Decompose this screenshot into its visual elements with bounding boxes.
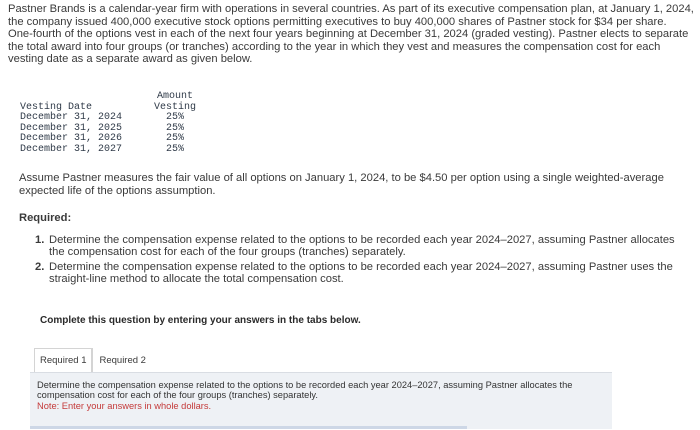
requirement-text: Determine the compensation expense related to the options to be recorded each year 2024–2027, assuming Pastner uses the straight-line method to allocate the total compensation cost. <box>49 260 673 285</box>
panel-question-text: Determine the compensation expense related to the options to be recorded each year 2024–2027, assuming Pastner allocates the compensation cost for each of the four groups (tranches) separately. <box>37 380 573 401</box>
list-item <box>35 261 685 286</box>
requirements-list <box>35 234 685 287</box>
vesting-date-cell: December 31, 2025 <box>20 122 123 134</box>
tab-required-1[interactable]: Required 1 <box>34 348 92 372</box>
amount-vesting-header <box>140 92 210 113</box>
answer-tabs <box>34 348 152 372</box>
fair-value-assumption: Assume Pastner measures the fair value of all options on January 1, 2024, to be $4.50 per option using a single weighted-average expected life of the options assumption. <box>19 172 664 197</box>
panel-bottom-bar <box>30 426 467 429</box>
vesting-schedule-table <box>20 92 210 155</box>
amount-header-line2: Vesting <box>154 101 197 113</box>
vesting-date-cell: December 31, 2026 <box>20 133 123 144</box>
vesting-table-header-row <box>20 92 210 113</box>
requirement-number: 2. <box>35 260 45 273</box>
tab-required-2[interactable]: Required 2 <box>92 348 151 372</box>
tab-content-panel <box>30 372 612 429</box>
panel-note: Note: Enter your answers in whole dollars. <box>37 400 212 411</box>
table-row <box>20 134 210 145</box>
amount-vesting-cell: 25% <box>166 143 185 155</box>
table-row <box>20 145 210 156</box>
amount-vesting-cell: 25% <box>166 122 185 134</box>
requirement-number: 1. <box>35 234 45 246</box>
required-heading: Required: <box>19 212 72 224</box>
amount-vesting-cell: 25% <box>166 112 185 123</box>
problem-intro: Pastner Brands is a calendar-year firm with operations in several countries. As part of its executive compensation plan, at January 1, 2024, the company issued 400,000 executive stock options permitting executives to buy 400,000 shares of Pastner stock for $34 per share. One-fourth of the options vest in each of the next four years beginning at December 31, 2024 (graded vesting). Pastner elects to separate the total award into four groups (or tranches) according to the year in which they vest and measures the compensation cost for each vesting date as a separate award as given below. <box>8 3 694 66</box>
complete-instruction: Complete this question by entering your answers in the tabs below. <box>40 315 361 326</box>
amount-header-line1: Amount <box>157 91 194 102</box>
amount-vesting-cell: 25% <box>166 133 185 144</box>
panel-instructions <box>37 380 609 411</box>
list-item <box>35 234 685 259</box>
vesting-date-header: Vesting Date <box>20 101 93 113</box>
vesting-date-cell: December 31, 2024 <box>20 112 123 123</box>
table-row <box>20 113 210 124</box>
requirement-text: Determine the compensation expense related to the options to be recorded each year 2024–2027, assuming Pastner allocates the compensation cost for each of the four groups (tranches) separately. <box>49 234 675 259</box>
vesting-date-cell: December 31, 2027 <box>20 143 123 155</box>
